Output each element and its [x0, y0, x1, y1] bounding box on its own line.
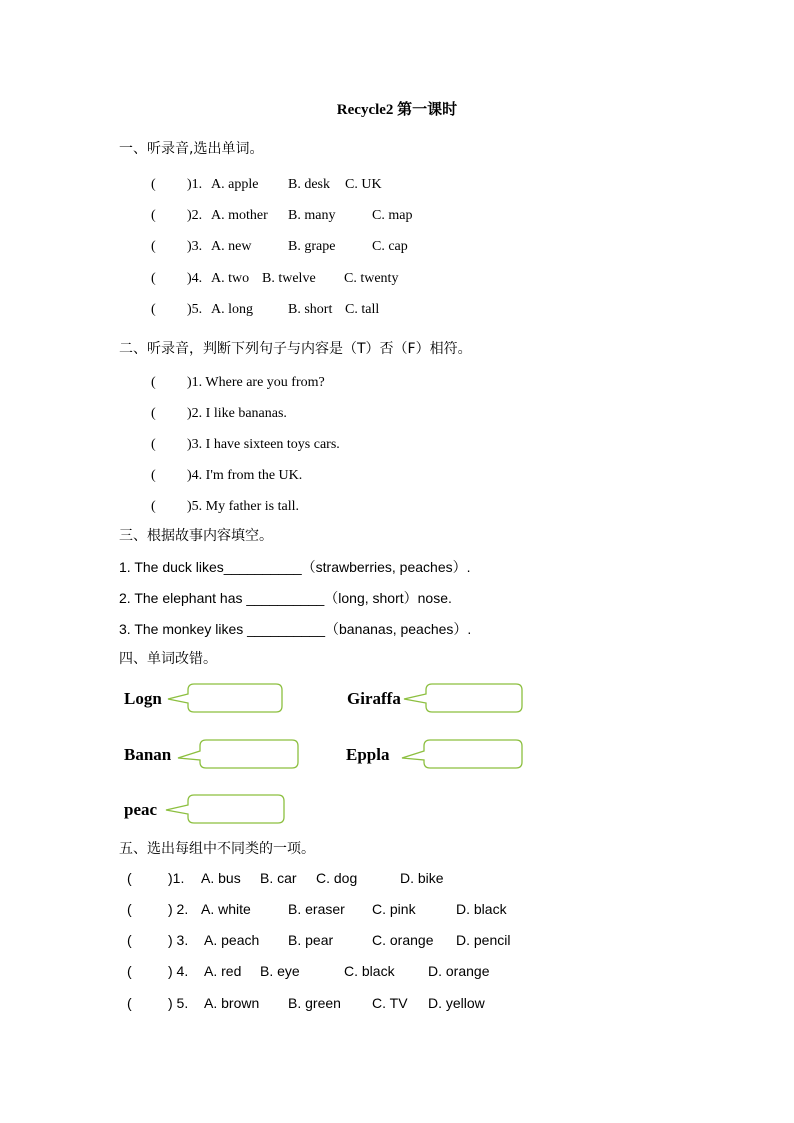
s5-option-b-3: B. pear — [288, 932, 334, 948]
s5-option-d-5: D. yellow — [428, 995, 485, 1011]
s2-sentence-4: )4. I'm from the UK. — [187, 468, 303, 483]
s5-paren-1: ( — [127, 870, 132, 886]
s5-option-d-3: D. pencil — [456, 932, 511, 948]
s1-option-a-1: A. apple — [211, 177, 259, 192]
s3-blank-3: 3. The monkey likes __________（bananas, peaches）. — [119, 621, 472, 637]
s5-option-b-5: B. green — [288, 995, 341, 1011]
s5-paren-5: ( — [127, 995, 132, 1011]
s1-option-a-4: A. two — [211, 271, 250, 286]
s1-option-a-2: A. mother — [211, 208, 268, 223]
s2-sentence-3: )3. I have sixteen toys cars. — [187, 437, 340, 452]
answer-bubble-1[interactable] — [160, 682, 284, 714]
s1-option-a-5: A. long — [211, 302, 253, 317]
answer-bubble-2[interactable] — [400, 682, 524, 714]
s1-num-1: )1. — [187, 177, 203, 192]
s1-paren-3: ( — [151, 239, 156, 254]
s5-paren-4: ( — [127, 963, 132, 979]
s5-option-a-2: A. white — [201, 901, 251, 917]
s5-num-2: ) 2. — [168, 901, 189, 917]
s2-sentence-2: )2. I like bananas. — [187, 406, 287, 421]
s5-option-d-2: D. black — [456, 901, 507, 917]
s5-option-b-4: B. eye — [260, 963, 300, 979]
s5-paren-2: ( — [127, 901, 132, 917]
s5-option-c-3: C. orange — [372, 932, 434, 948]
s1-paren-1: ( — [151, 177, 156, 192]
s1-paren-5: ( — [151, 302, 156, 317]
s2-sentence-5: )5. My father is tall. — [187, 499, 299, 514]
s5-num-4: ) 4. — [168, 963, 189, 979]
s5-option-c-5: C. TV — [372, 995, 408, 1011]
s5-paren-3: ( — [127, 932, 132, 948]
s1-option-b-4: B. twelve — [262, 271, 316, 286]
s1-option-b-5: B. short — [288, 302, 333, 317]
s1-option-c-5: C. tall — [345, 302, 380, 317]
s2-paren-4: ( — [151, 468, 156, 483]
answer-bubble-3[interactable] — [174, 738, 300, 770]
answer-bubble-4[interactable] — [398, 738, 524, 770]
s5-option-c-2: C. pink — [372, 901, 416, 917]
s2-paren-2: ( — [151, 406, 156, 421]
s2-paren-3: ( — [151, 437, 156, 452]
wrong-word-banan: Banan — [124, 745, 172, 764]
s5-num-3: ) 3. — [168, 932, 189, 948]
s1-option-a-3: A. new — [211, 239, 252, 254]
wrong-word-peac: peac — [124, 800, 158, 819]
s1-option-b-1: B. desk — [288, 177, 330, 192]
s2-sentence-1: )1. Where are you from? — [187, 375, 325, 390]
s1-option-c-1: C. UK — [345, 177, 382, 192]
s5-num-1: )1. — [168, 870, 185, 886]
s1-paren-2: ( — [151, 208, 156, 223]
s5-num-5: ) 5. — [168, 995, 189, 1011]
s1-num-5: )5. — [187, 302, 203, 317]
s3-blank-2: 2. The elephant has __________（long, short）nose. — [119, 590, 452, 606]
section3-heading: 三、根据故事内容填空。 — [119, 528, 273, 544]
section4-heading: 四、单词改错。 — [119, 651, 217, 667]
s1-option-b-2: B. many — [288, 208, 336, 223]
s5-option-c-1: C. dog — [316, 870, 358, 886]
s2-paren-1: ( — [151, 375, 156, 390]
wrong-word-giraffa: Giraffa — [347, 689, 401, 708]
wrong-word-logn: Logn — [124, 689, 162, 708]
wrong-word-eppla: Eppla — [346, 745, 390, 764]
s5-option-a-3: A. peach — [204, 932, 260, 948]
s5-option-d-4: D. orange — [428, 963, 490, 979]
s1-option-c-3: C. cap — [372, 239, 408, 254]
s2-paren-5: ( — [151, 499, 156, 514]
page-title: Recycle2 第一课时 — [336, 102, 458, 118]
s1-num-4: )4. — [187, 271, 203, 286]
s1-option-b-3: B. grape — [288, 239, 336, 254]
section2-heading: 二、听录音，判断下列句子与内容是（T）否（F）相符。 — [119, 341, 472, 357]
s1-option-c-4: C. twenty — [344, 271, 399, 286]
answer-bubble-5[interactable] — [162, 793, 286, 825]
s1-num-3: )3. — [187, 239, 203, 254]
s1-paren-4: ( — [151, 271, 156, 286]
s1-option-c-2: C. map — [372, 208, 413, 223]
s5-option-c-4: C. black — [344, 963, 395, 979]
section5-heading: 五、选出每组中不同类的一项。 — [119, 841, 315, 857]
s5-option-a-5: A. brown — [204, 995, 260, 1011]
s5-option-d-1: D. bike — [400, 870, 444, 886]
s5-option-b-2: B. eraser — [288, 901, 345, 917]
s3-blank-1: 1. The duck likes__________（strawberries, peaches）. — [119, 559, 471, 575]
s5-option-b-1: B. car — [260, 870, 297, 886]
s5-option-a-4: A. red — [204, 963, 242, 979]
s1-num-2: )2. — [187, 208, 203, 223]
s5-option-a-1: A. bus — [201, 870, 241, 886]
section1-heading: 一、听录音,选出单词。 — [119, 141, 264, 157]
